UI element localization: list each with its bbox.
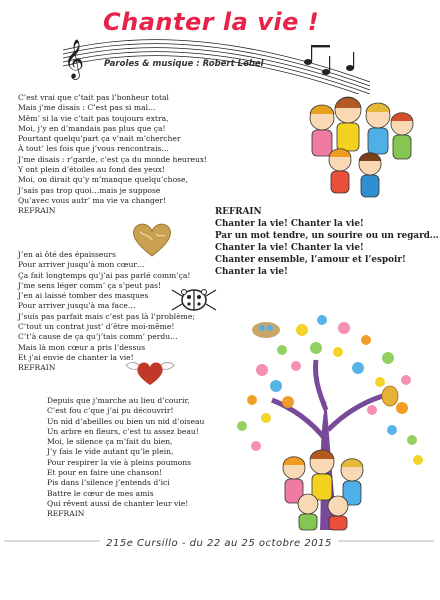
verse-line: Pour arriver jusqu’à ma face… [18, 301, 136, 311]
footer-text: 215e Cursillo - du 22 au 25 octobre 2015 [100, 538, 338, 549]
verse-line: J’en ai ôté des épaisseurs [18, 250, 116, 259]
verse-line: Et pour en faire une chanson! [47, 468, 163, 478]
song-title: Chanter la vie ! [103, 8, 320, 36]
verse-line: Y ont plein d’étoiles au fond des yeux! [18, 165, 165, 175]
verse-3 [47, 396, 204, 520]
children-group-icon [300, 88, 420, 203]
verse-line: Ça fait longtemps qu’j’ai pas parlé comm’ça! [18, 270, 191, 280]
verse-line: Qu’avec vous autr’ ma vie va changer! [18, 195, 167, 205]
verse-line: Mais j’me disais : C’est pas si mal… [18, 103, 156, 113]
refrain-line: Chanter ensemble, l’amour et l’espoir! [215, 255, 406, 265]
verse-line: C’tout un contrat just’ d’être moi-même! [18, 322, 175, 332]
flower-tree-icon [222, 290, 434, 532]
song-credits: Paroles & musique : Robert Lebel [104, 59, 264, 69]
verse-line: Moi, le silence ça m’fait du bien, [47, 437, 173, 447]
ladybug-icon [170, 282, 218, 318]
verse-line: Pourtant quelqu’part ça v’nait m’chercher [18, 134, 181, 144]
verse-line: Qui rêvent aussi de chanter leur vie! [47, 498, 189, 508]
refrain-line: Par un mot tendre, un sourire ou un regard… [215, 231, 439, 241]
verse-line: Mais là mon cœur a pris l’dessus [18, 342, 146, 352]
refrain-line: Chanter la vie! [215, 267, 288, 277]
verse-line: J’en ai laissé tomber des masques [18, 291, 149, 301]
refrain-heading: REFRAIN [215, 207, 262, 217]
refrain-line: Chanter la vie! Chanter la vie! [215, 219, 364, 229]
verse-1 [18, 93, 207, 217]
verse-line: Et j’ai envie de chanter la vie! [18, 352, 134, 362]
verse-line: J’suis pas parfait mais c’est pas là l’problème; [18, 311, 195, 321]
verse-line: J’sais pas trop quoi…mais je suppose [18, 185, 161, 195]
verse-line: J’me disais : r’garde, c’est ça du monde heureux! [18, 154, 208, 164]
verse-line: Moi, j’y en d’mandais pas plus que ça! [18, 123, 166, 133]
event-footer [4, 532, 434, 554]
verse-line: Un nid d’abeilles ou bien un nid d’oiseau [47, 416, 205, 426]
verse-line: C’est fou c’que j’ai pu découvrir! [47, 406, 174, 416]
verse-line: C’est vrai que c’tait pas l’bonheur total [18, 93, 169, 102]
verse-line: Pour arriver jusqu’à mon cœur… [18, 260, 145, 270]
verse-line: REFRAIN [18, 206, 56, 216]
verse-line: Mêm’ si la vie c’tait pas toujours extra, [18, 113, 169, 123]
verse-line: Un arbre en fleurs, c’est tu assez beau! [47, 426, 199, 436]
refrain-line: Chanter la vie! Chanter la vie! [215, 243, 364, 253]
refrain-block [215, 206, 439, 278]
verse-line: REFRAIN [47, 509, 85, 519]
verse-line: Depuis que j’marche au lieu d’courir, [47, 396, 190, 405]
verse-line: REFRAIN [18, 363, 56, 373]
verse-line: Moi, on dirait qu’y m’manque quelqu’chose, [18, 175, 188, 185]
verse-line: Battre le cœur de mes amis [47, 488, 154, 498]
verse-line: À tout’ les fois que j’vous rencontrais… [18, 144, 169, 154]
verse-line: J’y fais le vide autant qu’le plein, [47, 447, 174, 457]
verse-line: C’t’à cause de ça qu’j’tais comm’ perdu… [18, 332, 178, 342]
svg-text:𝄞: 𝄞 [64, 39, 85, 79]
verse-line: Pis dans l’silence j’entends d’ici [47, 478, 170, 488]
verse-line: Pour respirer la vie à pleins poumons [47, 457, 192, 467]
verse-line: J’me sens léger comm’ ça s’peut pas! [18, 280, 162, 290]
winged-heart-icon [122, 355, 178, 387]
